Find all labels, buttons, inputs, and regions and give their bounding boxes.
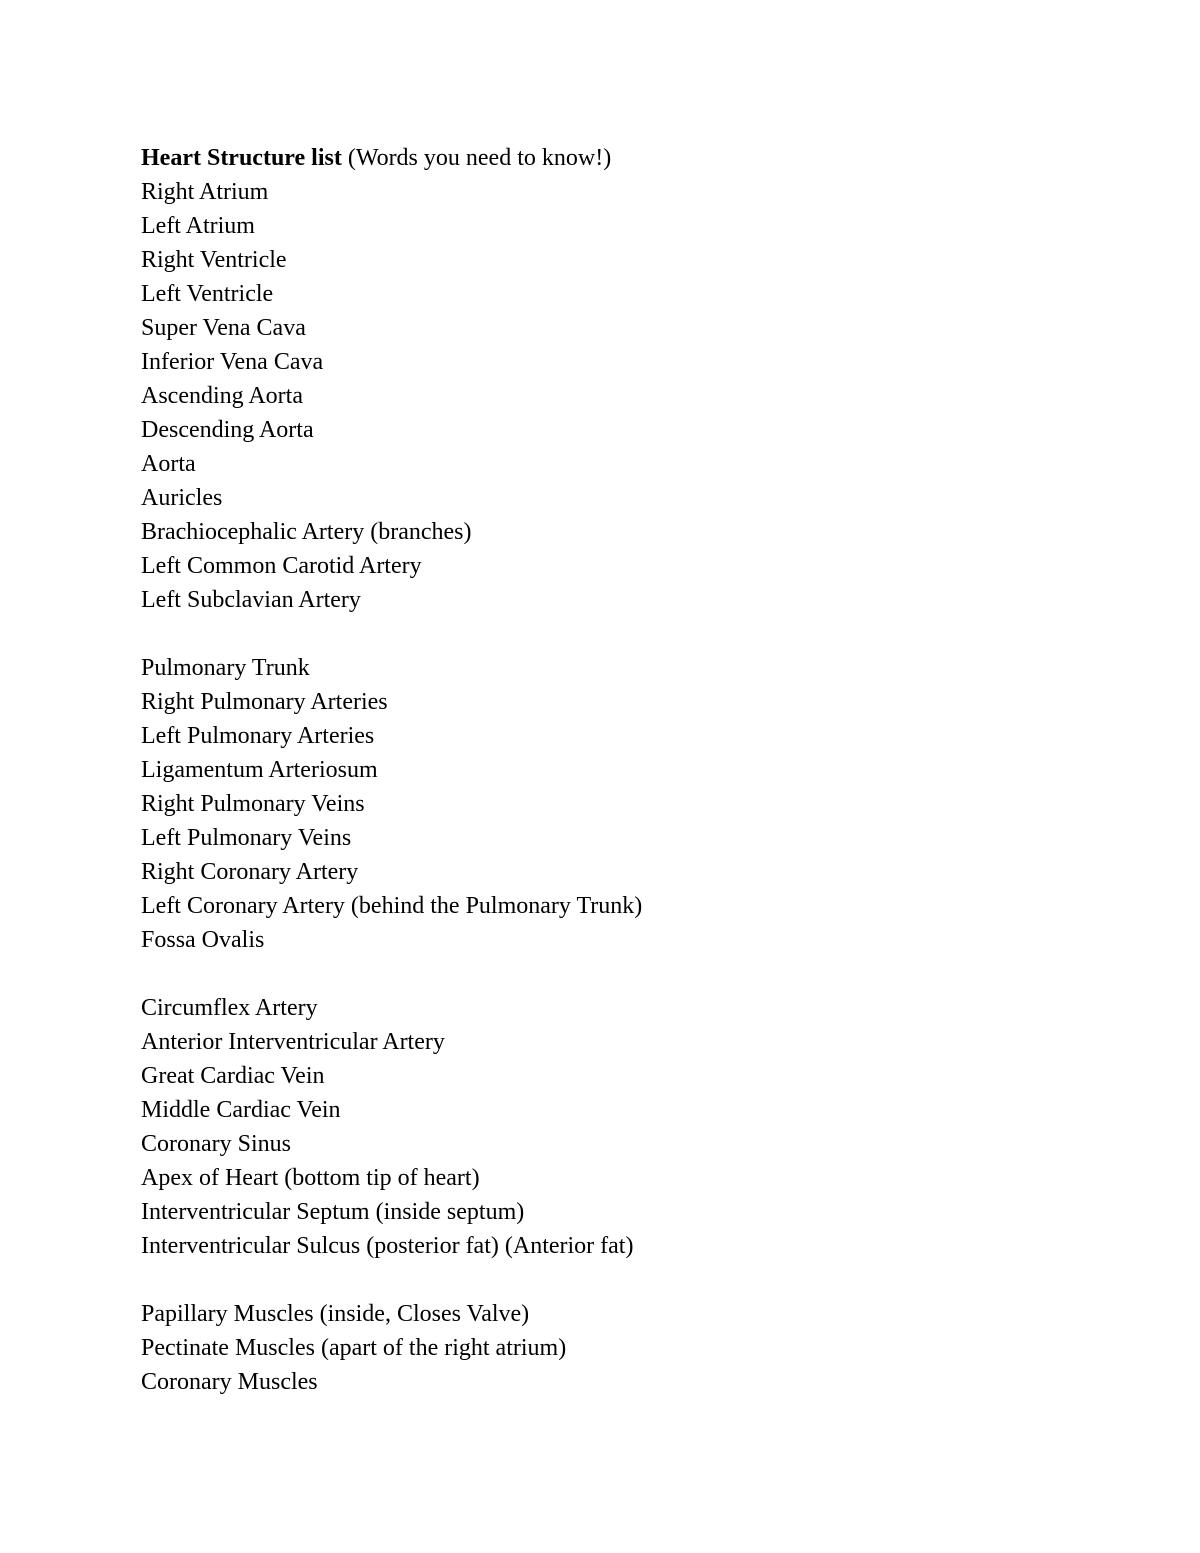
document-title (141, 141, 1141, 175)
list-item: Middle Cardiac Vein (141, 1097, 341, 1123)
list-item: Pulmonary Trunk (141, 655, 310, 681)
term-group-3 (141, 991, 1141, 1263)
list-item: Coronary Muscles (141, 1369, 318, 1395)
term-group-1 (141, 175, 1141, 617)
list-item: Fossa Ovalis (141, 927, 265, 953)
list-item: Interventricular Sulcus (posterior fat) (Anterior fat) (141, 1233, 634, 1259)
title-note-text: (Words you need to know!) (341, 145, 612, 171)
list-item: Aorta (141, 451, 196, 477)
document-page (141, 141, 1141, 1399)
list-item: Papillary Muscles (inside, Closes Valve) (141, 1301, 530, 1327)
list-item: Coronary Sinus (141, 1131, 291, 1157)
list-item: Pectinate Muscles (apart of the right atrium) (141, 1335, 567, 1361)
list-item: Circumflex Artery (141, 995, 318, 1021)
list-item: Right Pulmonary Arteries (141, 689, 388, 715)
list-item: Super Vena Cava (141, 315, 306, 341)
list-item: Apex of Heart (bottom tip of heart) (141, 1165, 480, 1191)
list-item: Descending Aorta (141, 417, 314, 443)
list-item: Interventricular Septum (inside septum) (141, 1199, 525, 1225)
list-item: Left Coronary Artery (behind the Pulmonary Trunk) (141, 893, 643, 919)
list-item: Left Pulmonary Arteries (141, 723, 375, 749)
list-item: Brachiocephalic Artery (branches) (141, 519, 472, 545)
list-item: Left Subclavian Artery (141, 587, 361, 613)
title-bold-text: Heart Structure list (141, 145, 342, 171)
list-item: Right Atrium (141, 179, 269, 205)
list-item: Left Atrium (141, 213, 255, 239)
list-item: Inferior Vena Cava (141, 349, 324, 375)
list-item: Left Common Carotid Artery (141, 553, 422, 579)
list-item: Ligamentum Arteriosum (141, 757, 378, 783)
list-item: Left Ventricle (141, 281, 274, 307)
list-item: Great Cardiac Vein (141, 1063, 325, 1089)
list-item: Right Pulmonary Veins (141, 791, 365, 817)
list-item: Anterior Interventricular Artery (141, 1029, 445, 1055)
list-item: Left Pulmonary Veins (141, 825, 352, 851)
term-group-4 (141, 1297, 1141, 1399)
list-item: Right Coronary Artery (141, 859, 359, 885)
list-item: Auricles (141, 485, 223, 511)
list-item: Right Ventricle (141, 247, 287, 273)
list-item: Ascending Aorta (141, 383, 303, 409)
term-group-2 (141, 651, 1141, 957)
